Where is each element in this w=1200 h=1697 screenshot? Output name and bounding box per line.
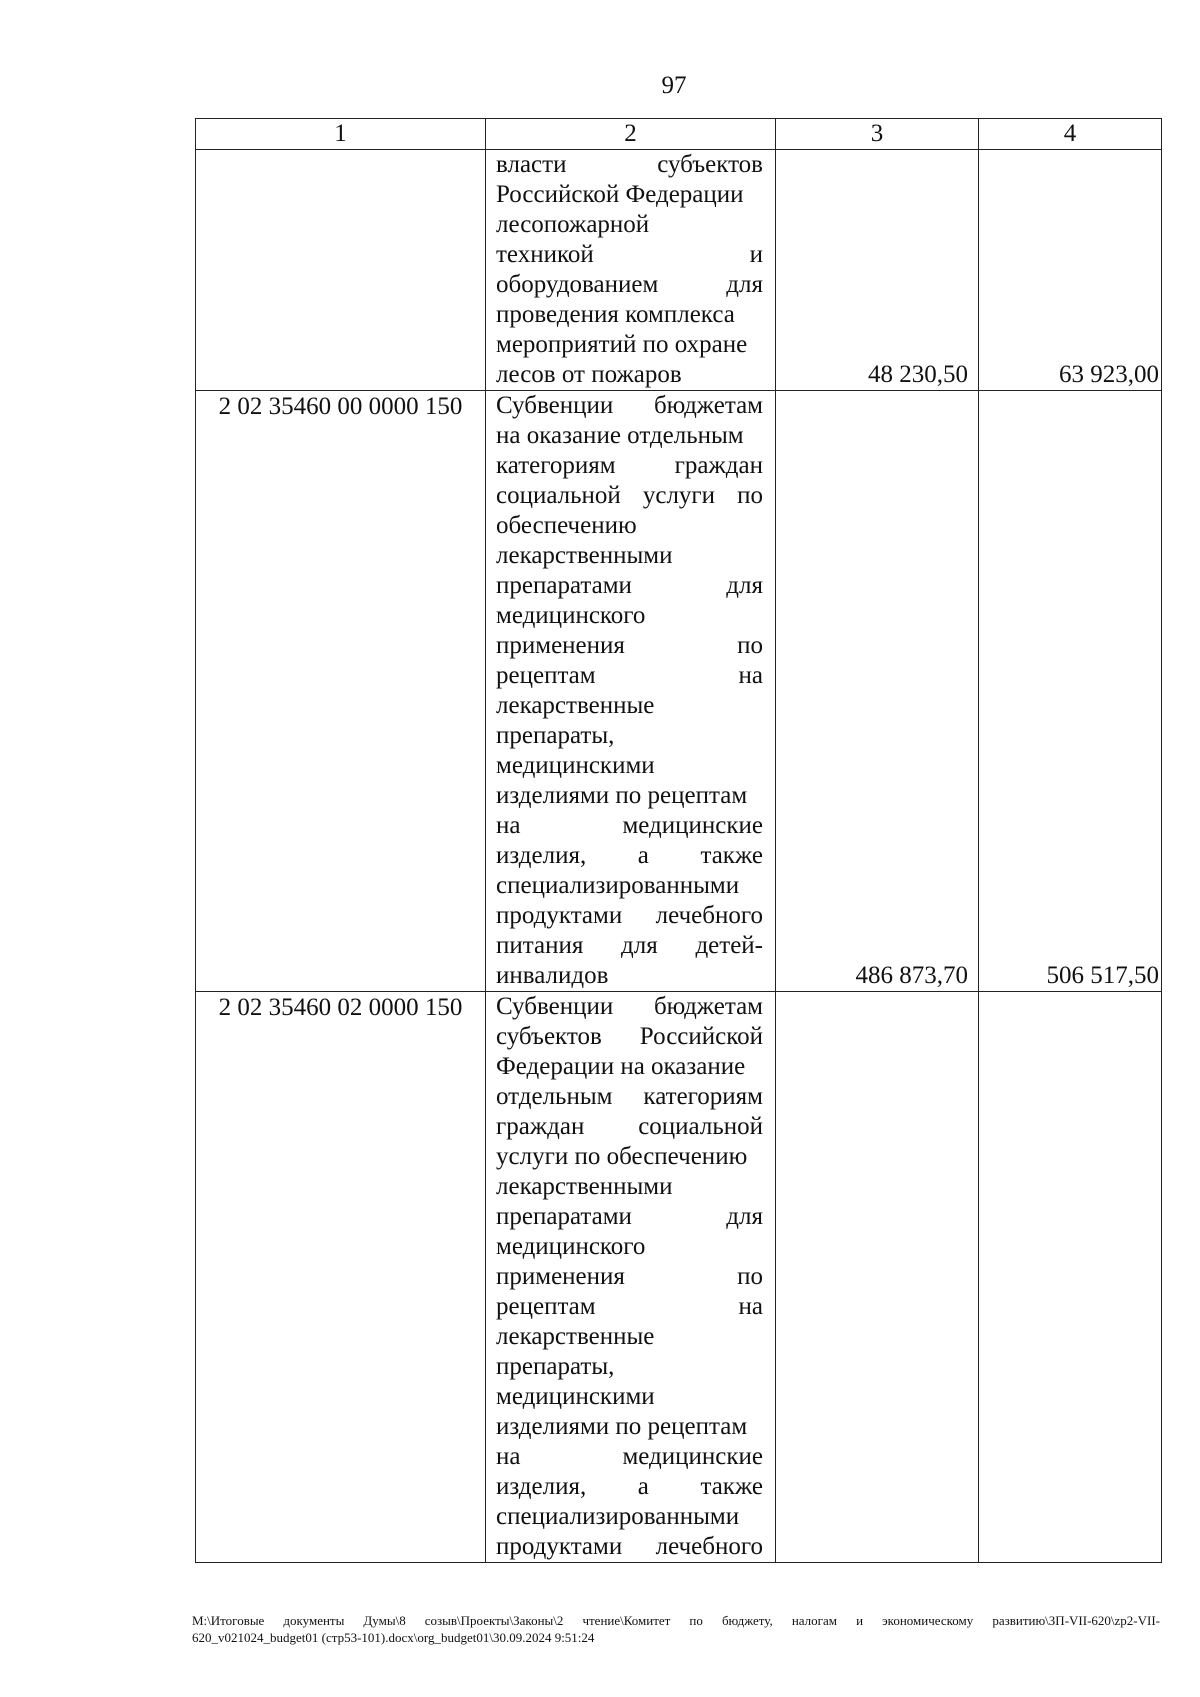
description-line: лесов от пожаров [496,361,682,388]
budget-code-cell: 2 02 35460 00 0000 150 [196,391,486,992]
description-line: изделия, а также [496,1473,763,1500]
description-line: лекарственными [496,1173,673,1200]
description-line: препараты, [496,722,615,749]
description-line: питания для детей- [496,932,763,959]
footer-line: 620_v021024_budget01 (стр53-101).docx\org_budget01\30.09.2024 9:51:24 [192,1630,595,1645]
description-line: медицинскими [496,1383,655,1410]
description-line: категориям граждан [496,452,763,479]
budget-code-cell: 2 02 35460 02 0000 150 [196,992,486,1563]
description-line: власти субъектов [496,151,763,178]
amount-col3-cell: 486 873,70 [776,391,979,992]
description-line: на медицинские [496,812,763,839]
description-line: специализированными [496,1503,740,1530]
table-row [196,391,1162,992]
description-line: медицинского [496,1233,646,1260]
description-line: рецептам на [496,662,763,689]
description-line: Субвенции бюджетам [496,392,763,419]
table-header-row [196,119,1162,150]
description-line: лекарственные [496,1323,655,1350]
description-cell [486,391,776,992]
description-cell [486,992,776,1563]
description-line: Федерации на оказание [496,1053,746,1080]
page-number: 97 [661,72,687,99]
description-line: препараты, [496,1353,615,1380]
description-line: Субвенции бюджетам [496,993,763,1020]
amount-col3-cell [776,992,979,1563]
description-line: продуктами лечебного [496,902,763,929]
description-line: проведения комплекса [496,301,735,328]
description-line: социальной услуги по [496,482,763,509]
description-line: на медицинские [496,1443,763,1470]
description-line: отдельным категориям [496,1083,763,1110]
description-line: Российской Федерации [496,181,744,208]
amount-col3-cell: 48 230,50 [776,150,979,391]
description-line: изделия, а также [496,842,763,869]
amount-col4-cell: 506 517,50 [979,391,1162,992]
description-line: рецептам на [496,1293,763,1320]
description-line: мероприятий по охране [496,331,748,358]
description-line: техникой и [496,241,763,268]
description-line: применения по [496,1263,763,1290]
description-line: услуги по обеспечению [496,1143,748,1170]
description-line: лекарственными [496,542,673,569]
table-row [196,150,1162,391]
description-line: лекарственные [496,692,655,719]
footer-line: M:\Итоговые документы Думы\8 созыв\Проекты\Законы\2 чтение\Комитет по бюджету, налогам и экономическому развитию\ЗП-VII-620\zp2-VII- [192,1613,1160,1628]
amount-col4-cell: 63 923,00 [979,150,1162,391]
description-line: лесопожарной [496,211,650,238]
budget-table [195,118,1162,1563]
description-line: изделиями по рецептам [496,782,748,809]
column-header: 2 [486,119,776,150]
table-row [196,992,1162,1563]
description-line: инвалидов [496,962,609,989]
budget-code-cell [196,150,486,391]
file-path-footer [192,1612,1160,1646]
description-line: граждан социальной [496,1113,763,1140]
column-header: 3 [776,119,979,150]
description-line: изделиями по рецептам [496,1413,748,1440]
amount-col4-cell [979,992,1162,1563]
description-line: медицинскими [496,752,655,779]
description-line: субъектов Российской [496,1023,763,1050]
description-line: специализированными [496,872,740,899]
description-line: оборудованием для [496,271,763,298]
description-cell [486,150,776,391]
description-line: препаратами для [496,1203,763,1230]
column-header: 4 [979,119,1162,150]
column-header: 1 [196,119,486,150]
description-line: препаратами для [496,572,763,599]
description-line: на оказание отдельным [496,422,744,449]
description-line: медицинского [496,602,646,629]
description-line: обеспечению [496,512,637,539]
description-line: применения по [496,632,763,659]
description-line: продуктами лечебного [496,1533,763,1560]
